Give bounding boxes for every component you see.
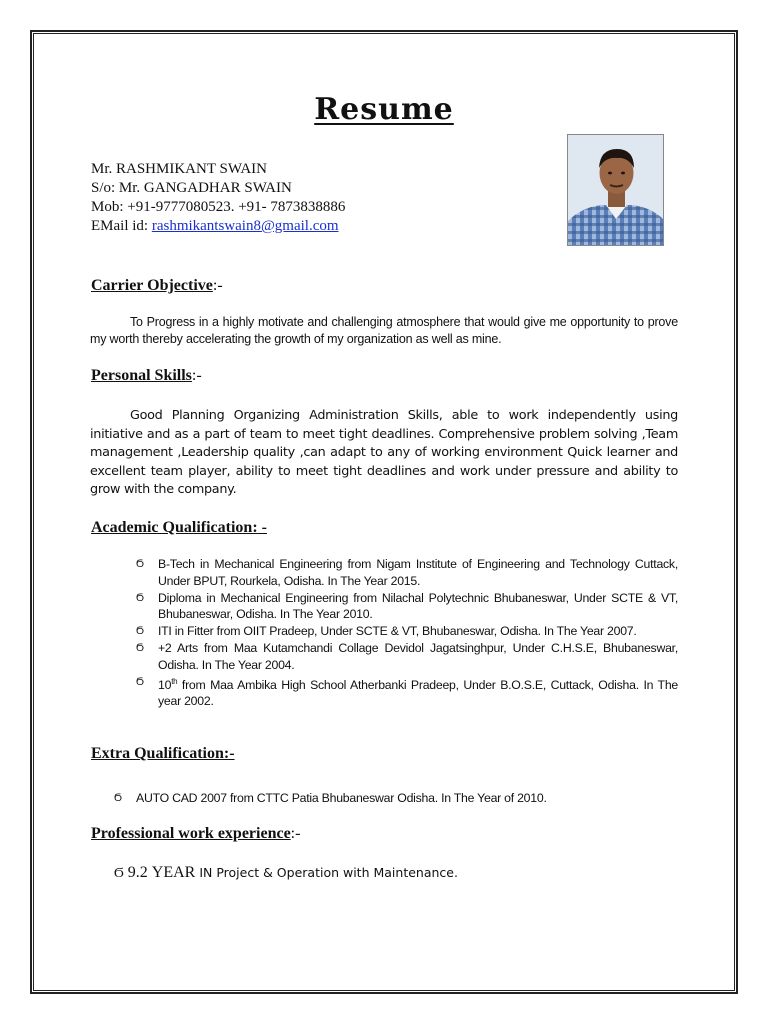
skills-text: Good Planning Organizing Administration Skills, able to work independently using initiative and as a part of team to meet tight deadlines. Comprehensive problem solving ,Team management ,Leadership quality ,can adapt to any of working environment Quick learner and excellent team player, ability to meet tight deadlines and work under pressure and ability to grow with the company. [90,408,678,497]
experience-item [114,864,458,882]
bullet-icon: Ϭ [114,792,122,804]
academic-list [136,556,678,710]
list-item: Ϭ 10th from Maa Ambika High School Atherbanki Pradeep, Under B.O.S.E, Cuttack, Odisha. In The year 2002. [136,675,678,709]
resume-title: Resume [314,92,454,127]
extra-heading: Extra Qualification:- [91,745,235,762]
academic-heading: Academic Qualification: - [91,519,267,536]
experience-detail: IN Project & Operation with Maintenance. [195,865,458,880]
experience-heading: Professional work experience:- [91,825,301,842]
contact-block [91,160,345,236]
bullet-icon: Ϭ [114,866,124,881]
email-label: EMail id: [91,218,152,234]
person-photo-icon [568,135,664,246]
objective-heading: Carrier Objective:- [91,277,223,294]
profile-photo [567,134,664,246]
bullet-icon: Ϭ [136,591,144,604]
mobile-numbers: Mob: +91-9777080523. +91- 7873838886 [91,199,346,215]
objective-text: To Progress in a highly motivate and challenging atmosphere that would give me opportunity to prove my worth thereby accelerating the growth of my organization as well as mine. [90,315,678,346]
email-line [91,217,345,236]
bullet-icon: Ϭ [136,625,144,638]
skills-heading: Personal Skills:- [91,367,202,384]
experience-years: 9.2 YEAR [127,864,196,881]
candidate-name: Mr. RASHMIKANT SWAIN [91,161,267,177]
bullet-icon: Ϭ [136,558,144,570]
extra-list [114,790,674,807]
list-item: Ϭ Diploma in Mechanical Engineering from Nilachal Polytechnic Bhubaneswar, Under SCTE & VT, Bhubaneswar, Odisha. In The Year 2010. [136,590,678,622]
bullet-icon: Ϭ [136,641,144,654]
list-item: Ϭ +2 Arts from Maa Kutamchandi Collage Devidol Jagatsinghpur, Under C.H.S.E, Bhubaneswar, Odisha. In The Year 2004. [136,640,678,672]
list-item: Ϭ B-Tech in Mechanical Engineering from Nigam Institute of Engineering and Technology Cuttack, Under BPUT, Rourkela, Odisha. In The Year 2015. [136,557,678,588]
list-item: Ϭ AUTO CAD 2007 from CTTC Patia Bhubaneswar Odisha. In The Year of 2010. [114,791,547,805]
bullet-icon: Ϭ [136,675,144,688]
email-link[interactable]: rashmikantswain8@gmail.com [151,218,339,234]
father-name: S/o: Mr. GANGADHAR SWAIN [91,180,292,196]
list-item: Ϭ ITI in Fitter from OIIT Pradeep, Under SCTE & VT, Bhubaneswar, Odisha. In The Year 2007. [136,624,637,639]
